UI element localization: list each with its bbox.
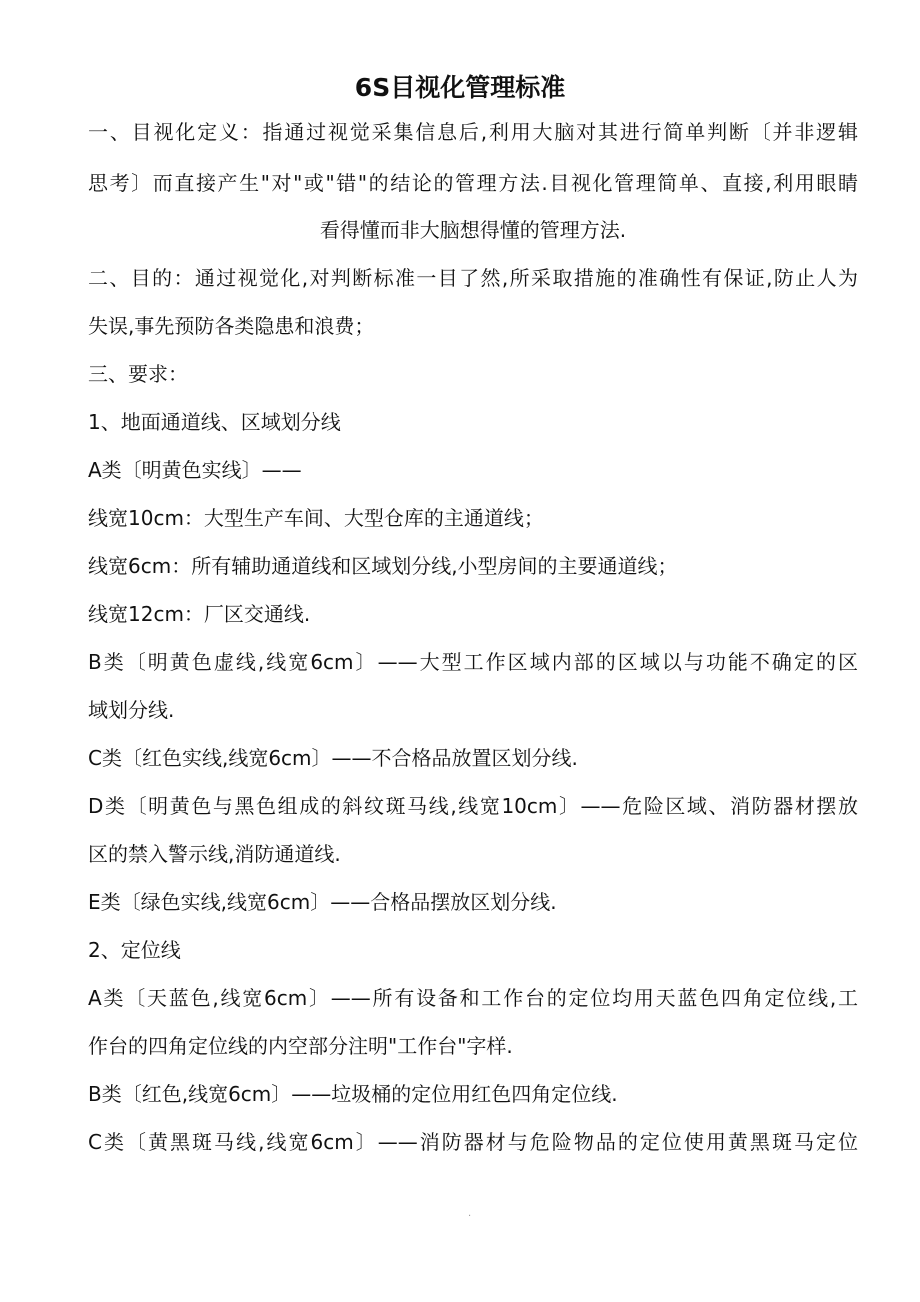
section-2-type-a-line-2: 作台的四角定位线的内空部分注明"工作台"字样. bbox=[88, 1034, 513, 1058]
section-1-type-c: C类〔红色实线,线宽6cm〕——不合格品放置区划分线. bbox=[88, 746, 578, 770]
section-1-type-a: A类〔明黄色实线〕—— bbox=[88, 458, 302, 482]
definition-line-3: 看得懂而非大脑想得懂的管理方法. bbox=[319, 218, 627, 242]
section-1-type-a-width-6: 线宽6cm：所有辅助通道线和区域划分线,小型房间的主要通道线； bbox=[88, 554, 678, 578]
section-2-type-b: B类〔红色,线宽6cm〕——垃圾桶的定位用红色四角定位线. bbox=[88, 1082, 618, 1106]
section-1-type-a-width-12: 线宽12cm：厂区交通线. bbox=[88, 602, 311, 626]
section-2-type-c-line-1: C类〔黄黑斑马线,线宽6cm〕——消防器材与危险物品的定位使用黄黑斑马定位 bbox=[88, 1130, 858, 1154]
definition-line-2: 思考〕而直接产生"对"或"错"的结论的管理方法.目视化管理简单、直接,利用眼睛 bbox=[88, 171, 858, 195]
section-1-type-d-line-2: 区的禁入警示线,消防通道线. bbox=[88, 842, 341, 866]
definition-line-1: 一、目视化定义：指通过视觉采集信息后,利用大脑对其进行简单判断〔并非逻辑 bbox=[88, 120, 858, 144]
section-1-type-b-line-2: 域划分线. bbox=[88, 698, 175, 722]
section-1-type-e: E类〔绿色实线,线宽6cm〕——合格品摆放区划分线. bbox=[88, 890, 557, 914]
footer-dot: . bbox=[468, 1208, 472, 1219]
section-2-heading: 2、定位线 bbox=[88, 938, 181, 962]
section-2-type-a-line-1: A类〔天蓝色,线宽6cm〕——所有设备和工作台的定位均用天蓝色四角定位线,工 bbox=[88, 986, 858, 1010]
requirements-heading: 三、要求： bbox=[88, 362, 188, 386]
document-title: 6S目视化管理标准 bbox=[354, 73, 566, 102]
purpose-line-2: 失误,事先预防各类隐患和浪费； bbox=[88, 314, 375, 338]
section-1-heading: 1、地面通道线、区域划分线 bbox=[88, 410, 341, 434]
section-1-type-a-width-10: 线宽10cm：大型生产车间、大型仓库的主通道线； bbox=[88, 506, 544, 530]
section-1-type-b-line-1: B类〔明黄色虚线,线宽6cm〕——大型工作区域内部的区域以与功能不确定的区 bbox=[88, 650, 858, 674]
section-1-type-d-line-1: D类〔明黄色与黑色组成的斜纹斑马线,线宽10cm〕——危险区域、消防器材摆放 bbox=[88, 794, 858, 818]
purpose-line-1: 二、目的：通过视觉化,对判断标准一目了然,所采取措施的准确性有保证,防止人为 bbox=[88, 266, 858, 290]
